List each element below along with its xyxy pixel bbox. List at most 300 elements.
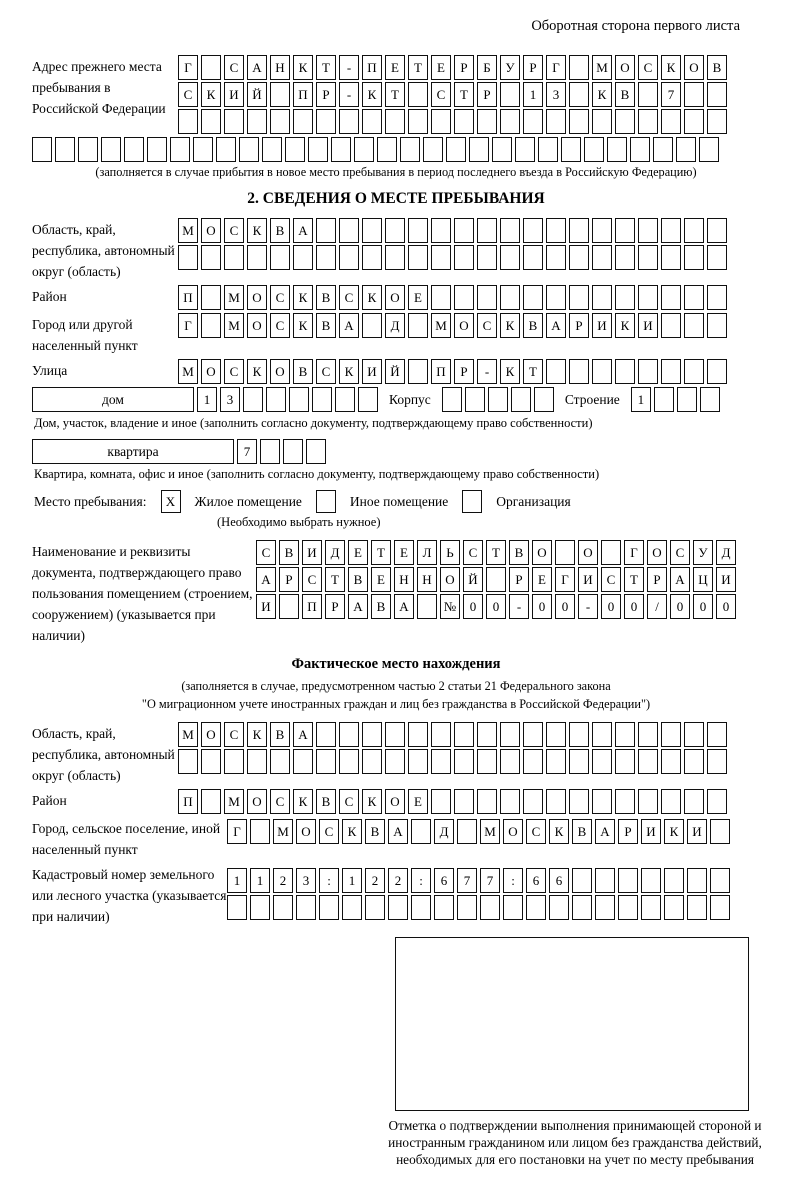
char-cell[interactable] bbox=[534, 387, 554, 412]
char-cell[interactable]: - bbox=[477, 359, 497, 384]
char-cell[interactable] bbox=[454, 789, 474, 814]
char-cell[interactable]: 1 bbox=[197, 387, 217, 412]
char-cell[interactable] bbox=[454, 749, 474, 774]
char-cell[interactable] bbox=[569, 55, 589, 80]
char-cell[interactable]: И bbox=[578, 567, 598, 592]
char-cell[interactable]: С bbox=[463, 540, 483, 565]
char-cell[interactable] bbox=[664, 868, 684, 893]
char-cell[interactable]: Е bbox=[371, 567, 391, 592]
char-cell[interactable]: К bbox=[201, 82, 221, 107]
char-cell[interactable]: 6 bbox=[526, 868, 546, 893]
char-cell[interactable]: А bbox=[394, 594, 414, 619]
char-cell[interactable]: О bbox=[201, 218, 221, 243]
char-cell[interactable]: 2 bbox=[388, 868, 408, 893]
char-cell[interactable] bbox=[417, 594, 437, 619]
char-cell[interactable]: 2 bbox=[273, 868, 293, 893]
char-cell[interactable] bbox=[385, 109, 405, 134]
char-cell[interactable] bbox=[201, 313, 221, 338]
char-cell[interactable] bbox=[362, 749, 382, 774]
char-cell[interactable]: С bbox=[477, 313, 497, 338]
char-cell[interactable]: К bbox=[247, 218, 267, 243]
char-cell[interactable] bbox=[546, 359, 566, 384]
char-cell[interactable]: А bbox=[348, 594, 368, 619]
char-cell[interactable] bbox=[618, 895, 638, 920]
char-cell[interactable]: 3 bbox=[296, 868, 316, 893]
char-cell[interactable] bbox=[592, 722, 612, 747]
char-cell[interactable] bbox=[293, 749, 313, 774]
char-cell[interactable]: Т bbox=[325, 567, 345, 592]
char-cell[interactable]: Р bbox=[569, 313, 589, 338]
char-cell[interactable] bbox=[569, 789, 589, 814]
char-cell[interactable]: У bbox=[500, 55, 520, 80]
doc-row-3[interactable] bbox=[256, 594, 736, 619]
char-cell[interactable] bbox=[661, 218, 681, 243]
char-cell[interactable] bbox=[408, 359, 428, 384]
char-cell[interactable] bbox=[526, 895, 546, 920]
char-cell[interactable]: - bbox=[339, 82, 359, 107]
char-cell[interactable] bbox=[285, 137, 305, 162]
char-cell[interactable]: Е bbox=[385, 55, 405, 80]
char-cell[interactable]: Т bbox=[486, 540, 506, 565]
char-cell[interactable] bbox=[523, 218, 543, 243]
char-cell[interactable] bbox=[454, 245, 474, 270]
char-cell[interactable]: О bbox=[247, 789, 267, 814]
char-cell[interactable] bbox=[569, 109, 589, 134]
kadastr-row-2[interactable] bbox=[227, 895, 730, 920]
char-cell[interactable]: М bbox=[224, 285, 244, 310]
char-cell[interactable]: А bbox=[339, 313, 359, 338]
char-cell[interactable] bbox=[306, 439, 326, 464]
char-cell[interactable]: В bbox=[279, 540, 299, 565]
prev-address-row-2[interactable] bbox=[178, 82, 727, 107]
char-cell[interactable]: Р bbox=[618, 819, 638, 844]
korpus-cells[interactable] bbox=[442, 387, 554, 412]
char-cell[interactable]: 7 bbox=[237, 439, 257, 464]
char-cell[interactable] bbox=[595, 868, 615, 893]
char-cell[interactable] bbox=[546, 245, 566, 270]
char-cell[interactable]: В bbox=[293, 359, 313, 384]
char-cell[interactable] bbox=[243, 387, 263, 412]
char-cell[interactable] bbox=[178, 749, 198, 774]
prev-address-row-4[interactable] bbox=[32, 137, 760, 162]
char-cell[interactable] bbox=[523, 722, 543, 747]
char-cell[interactable] bbox=[592, 218, 612, 243]
char-cell[interactable] bbox=[592, 359, 612, 384]
char-cell[interactable]: 0 bbox=[693, 594, 713, 619]
char-cell[interactable] bbox=[273, 895, 293, 920]
char-cell[interactable]: 3 bbox=[546, 82, 566, 107]
char-cell[interactable] bbox=[638, 749, 658, 774]
char-cell[interactable] bbox=[500, 218, 520, 243]
char-cell[interactable]: А bbox=[670, 567, 690, 592]
char-cell[interactable] bbox=[316, 109, 336, 134]
char-cell[interactable] bbox=[569, 722, 589, 747]
char-cell[interactable] bbox=[431, 285, 451, 310]
char-cell[interactable]: К bbox=[362, 789, 382, 814]
char-cell[interactable] bbox=[638, 82, 658, 107]
char-cell[interactable]: : bbox=[319, 868, 339, 893]
char-cell[interactable] bbox=[592, 749, 612, 774]
char-cell[interactable]: 1 bbox=[250, 868, 270, 893]
char-cell[interactable]: 7 bbox=[661, 82, 681, 107]
char-cell[interactable]: П bbox=[362, 55, 382, 80]
char-cell[interactable]: В bbox=[707, 55, 727, 80]
char-cell[interactable] bbox=[664, 895, 684, 920]
char-cell[interactable] bbox=[193, 137, 213, 162]
char-cell[interactable]: : bbox=[411, 868, 431, 893]
doc-row-1[interactable] bbox=[256, 540, 736, 565]
char-cell[interactable]: К bbox=[293, 55, 313, 80]
char-cell[interactable]: К bbox=[342, 819, 362, 844]
char-cell[interactable] bbox=[408, 218, 428, 243]
char-cell[interactable]: Й bbox=[385, 359, 405, 384]
checkbox-organizatsiya[interactable] bbox=[462, 490, 482, 513]
char-cell[interactable] bbox=[362, 245, 382, 270]
char-cell[interactable]: 0 bbox=[532, 594, 552, 619]
char-cell[interactable]: К bbox=[549, 819, 569, 844]
char-cell[interactable] bbox=[385, 749, 405, 774]
char-cell[interactable] bbox=[316, 749, 336, 774]
char-cell[interactable]: К bbox=[661, 55, 681, 80]
char-cell[interactable] bbox=[500, 82, 520, 107]
char-cell[interactable] bbox=[270, 749, 290, 774]
char-cell[interactable]: О bbox=[615, 55, 635, 80]
char-cell[interactable] bbox=[239, 137, 259, 162]
char-cell[interactable]: И bbox=[638, 313, 658, 338]
prev-address-row-3[interactable] bbox=[178, 109, 727, 134]
char-cell[interactable] bbox=[699, 137, 719, 162]
char-cell[interactable]: С bbox=[224, 218, 244, 243]
char-cell[interactable]: П bbox=[293, 82, 313, 107]
char-cell[interactable] bbox=[358, 387, 378, 412]
char-cell[interactable] bbox=[684, 82, 704, 107]
char-cell[interactable] bbox=[615, 749, 635, 774]
char-cell[interactable] bbox=[227, 895, 247, 920]
char-cell[interactable] bbox=[454, 285, 474, 310]
char-cell[interactable]: П bbox=[178, 789, 198, 814]
char-cell[interactable] bbox=[523, 789, 543, 814]
char-cell[interactable]: К bbox=[362, 285, 382, 310]
char-cell[interactable]: О bbox=[647, 540, 667, 565]
char-cell[interactable] bbox=[638, 285, 658, 310]
char-cell[interactable] bbox=[661, 285, 681, 310]
char-cell[interactable]: 0 bbox=[486, 594, 506, 619]
char-cell[interactable]: - bbox=[509, 594, 529, 619]
char-cell[interactable]: У bbox=[693, 540, 713, 565]
char-cell[interactable] bbox=[595, 895, 615, 920]
char-cell[interactable] bbox=[283, 439, 303, 464]
char-cell[interactable] bbox=[511, 387, 531, 412]
char-cell[interactable] bbox=[279, 594, 299, 619]
char-cell[interactable]: М bbox=[480, 819, 500, 844]
char-cell[interactable]: Т bbox=[316, 55, 336, 80]
char-cell[interactable] bbox=[446, 137, 466, 162]
char-cell[interactable]: Е bbox=[431, 55, 451, 80]
char-cell[interactable] bbox=[684, 789, 704, 814]
char-cell[interactable] bbox=[201, 789, 221, 814]
char-cell[interactable]: К bbox=[592, 82, 612, 107]
char-cell[interactable] bbox=[546, 109, 566, 134]
char-cell[interactable] bbox=[615, 109, 635, 134]
char-cell[interactable] bbox=[653, 137, 673, 162]
char-cell[interactable]: И bbox=[362, 359, 382, 384]
char-cell[interactable] bbox=[342, 895, 362, 920]
char-cell[interactable] bbox=[569, 245, 589, 270]
char-cell[interactable]: О bbox=[385, 285, 405, 310]
char-cell[interactable]: С bbox=[339, 789, 359, 814]
char-cell[interactable]: М bbox=[273, 819, 293, 844]
char-cell[interactable] bbox=[546, 722, 566, 747]
char-cell[interactable]: Н bbox=[270, 55, 290, 80]
char-cell[interactable] bbox=[641, 868, 661, 893]
char-cell[interactable]: Й bbox=[463, 567, 483, 592]
char-cell[interactable]: - bbox=[578, 594, 598, 619]
char-cell[interactable]: Д bbox=[325, 540, 345, 565]
char-cell[interactable] bbox=[431, 218, 451, 243]
char-cell[interactable]: Г bbox=[546, 55, 566, 80]
char-cell[interactable] bbox=[707, 218, 727, 243]
char-cell[interactable] bbox=[661, 245, 681, 270]
char-cell[interactable] bbox=[377, 137, 397, 162]
char-cell[interactable]: К bbox=[500, 359, 520, 384]
char-cell[interactable]: С bbox=[178, 82, 198, 107]
char-cell[interactable] bbox=[247, 109, 267, 134]
char-cell[interactable]: Г bbox=[555, 567, 575, 592]
char-cell[interactable] bbox=[661, 109, 681, 134]
char-cell[interactable] bbox=[503, 895, 523, 920]
char-cell[interactable]: Г bbox=[227, 819, 247, 844]
char-cell[interactable]: С bbox=[270, 789, 290, 814]
char-cell[interactable]: Г bbox=[624, 540, 644, 565]
char-cell[interactable]: С bbox=[270, 285, 290, 310]
char-cell[interactable]: К bbox=[339, 359, 359, 384]
char-cell[interactable] bbox=[250, 895, 270, 920]
char-cell[interactable]: К bbox=[293, 313, 313, 338]
char-cell[interactable] bbox=[638, 359, 658, 384]
char-cell[interactable]: В bbox=[615, 82, 635, 107]
char-cell[interactable] bbox=[362, 722, 382, 747]
char-cell[interactable] bbox=[250, 819, 270, 844]
char-cell[interactable] bbox=[408, 109, 428, 134]
char-cell[interactable] bbox=[469, 137, 489, 162]
char-cell[interactable] bbox=[500, 789, 520, 814]
char-cell[interactable]: 0 bbox=[670, 594, 690, 619]
char-cell[interactable] bbox=[201, 55, 221, 80]
char-cell[interactable] bbox=[592, 109, 612, 134]
char-cell[interactable]: 6 bbox=[434, 868, 454, 893]
char-cell[interactable] bbox=[266, 387, 286, 412]
char-cell[interactable] bbox=[477, 789, 497, 814]
char-cell[interactable]: К bbox=[293, 285, 313, 310]
char-cell[interactable]: А bbox=[293, 722, 313, 747]
char-cell[interactable] bbox=[454, 218, 474, 243]
char-cell[interactable]: Р bbox=[647, 567, 667, 592]
char-cell[interactable] bbox=[592, 285, 612, 310]
char-cell[interactable]: Г bbox=[178, 55, 198, 80]
char-cell[interactable]: Ь bbox=[440, 540, 460, 565]
char-cell[interactable] bbox=[247, 749, 267, 774]
kvartira-box[interactable]: квартира bbox=[32, 439, 234, 464]
char-cell[interactable] bbox=[638, 218, 658, 243]
char-cell[interactable] bbox=[339, 722, 359, 747]
char-cell[interactable] bbox=[572, 868, 592, 893]
char-cell[interactable] bbox=[684, 359, 704, 384]
char-cell[interactable]: В bbox=[316, 285, 336, 310]
char-cell[interactable] bbox=[569, 749, 589, 774]
char-cell[interactable] bbox=[316, 218, 336, 243]
char-cell[interactable] bbox=[684, 285, 704, 310]
char-cell[interactable] bbox=[385, 218, 405, 243]
char-cell[interactable] bbox=[661, 722, 681, 747]
char-cell[interactable] bbox=[618, 868, 638, 893]
char-cell[interactable] bbox=[431, 722, 451, 747]
char-cell[interactable]: Р bbox=[454, 359, 474, 384]
char-cell[interactable]: Е bbox=[532, 567, 552, 592]
char-cell[interactable] bbox=[408, 313, 428, 338]
char-cell[interactable]: В bbox=[371, 594, 391, 619]
s2-oblast-row-1[interactable] bbox=[178, 218, 727, 243]
char-cell[interactable]: Р bbox=[477, 82, 497, 107]
char-cell[interactable] bbox=[707, 109, 727, 134]
s2-ulitsa-row[interactable] bbox=[178, 359, 727, 384]
char-cell[interactable] bbox=[362, 313, 382, 338]
char-cell[interactable] bbox=[434, 895, 454, 920]
char-cell[interactable] bbox=[684, 722, 704, 747]
char-cell[interactable] bbox=[480, 895, 500, 920]
char-cell[interactable] bbox=[710, 868, 730, 893]
char-cell[interactable] bbox=[477, 245, 497, 270]
char-cell[interactable] bbox=[293, 109, 313, 134]
char-cell[interactable] bbox=[687, 895, 707, 920]
char-cell[interactable]: 0 bbox=[716, 594, 736, 619]
char-cell[interactable]: М bbox=[431, 313, 451, 338]
char-cell[interactable] bbox=[78, 137, 98, 162]
char-cell[interactable] bbox=[515, 137, 535, 162]
char-cell[interactable] bbox=[260, 439, 280, 464]
char-cell[interactable] bbox=[354, 137, 374, 162]
char-cell[interactable]: О bbox=[440, 567, 460, 592]
char-cell[interactable]: Е bbox=[408, 789, 428, 814]
char-cell[interactable] bbox=[385, 245, 405, 270]
char-cell[interactable]: С bbox=[316, 359, 336, 384]
char-cell[interactable]: Й bbox=[247, 82, 267, 107]
char-cell[interactable]: С bbox=[319, 819, 339, 844]
char-cell[interactable]: Р bbox=[279, 567, 299, 592]
char-cell[interactable] bbox=[687, 868, 707, 893]
char-cell[interactable]: С bbox=[224, 722, 244, 747]
char-cell[interactable] bbox=[431, 109, 451, 134]
char-cell[interactable] bbox=[615, 285, 635, 310]
char-cell[interactable]: И bbox=[641, 819, 661, 844]
char-cell[interactable] bbox=[339, 218, 359, 243]
char-cell[interactable]: Т bbox=[624, 567, 644, 592]
char-cell[interactable]: П bbox=[302, 594, 322, 619]
char-cell[interactable] bbox=[684, 245, 704, 270]
char-cell[interactable] bbox=[488, 387, 508, 412]
char-cell[interactable]: О bbox=[454, 313, 474, 338]
char-cell[interactable] bbox=[477, 109, 497, 134]
char-cell[interactable] bbox=[707, 789, 727, 814]
char-cell[interactable]: 7 bbox=[457, 868, 477, 893]
char-cell[interactable]: Р bbox=[316, 82, 336, 107]
char-cell[interactable] bbox=[408, 722, 428, 747]
char-cell[interactable]: О bbox=[296, 819, 316, 844]
char-cell[interactable]: - bbox=[339, 55, 359, 80]
char-cell[interactable]: Н bbox=[417, 567, 437, 592]
char-cell[interactable] bbox=[170, 137, 190, 162]
char-cell[interactable]: М bbox=[178, 218, 198, 243]
char-cell[interactable] bbox=[549, 895, 569, 920]
s3-raion-row[interactable] bbox=[178, 789, 727, 814]
char-cell[interactable] bbox=[331, 137, 351, 162]
char-cell[interactable]: К bbox=[247, 722, 267, 747]
char-cell[interactable]: Г bbox=[178, 313, 198, 338]
char-cell[interactable] bbox=[101, 137, 121, 162]
char-cell[interactable]: К bbox=[615, 313, 635, 338]
char-cell[interactable] bbox=[555, 540, 575, 565]
char-cell[interactable] bbox=[538, 137, 558, 162]
char-cell[interactable]: О bbox=[578, 540, 598, 565]
char-cell[interactable] bbox=[707, 359, 727, 384]
char-cell[interactable]: С bbox=[302, 567, 322, 592]
char-cell[interactable]: О bbox=[503, 819, 523, 844]
char-cell[interactable] bbox=[454, 722, 474, 747]
char-cell[interactable] bbox=[500, 749, 520, 774]
char-cell[interactable]: 0 bbox=[555, 594, 575, 619]
char-cell[interactable] bbox=[572, 895, 592, 920]
char-cell[interactable] bbox=[224, 109, 244, 134]
char-cell[interactable] bbox=[569, 218, 589, 243]
char-cell[interactable] bbox=[411, 819, 431, 844]
char-cell[interactable] bbox=[293, 245, 313, 270]
char-cell[interactable] bbox=[677, 387, 697, 412]
char-cell[interactable] bbox=[661, 789, 681, 814]
char-cell[interactable] bbox=[684, 749, 704, 774]
char-cell[interactable]: С bbox=[670, 540, 690, 565]
char-cell[interactable]: В bbox=[523, 313, 543, 338]
char-cell[interactable] bbox=[457, 819, 477, 844]
checkbox-zhiloe[interactable]: X bbox=[161, 490, 181, 513]
char-cell[interactable]: О bbox=[684, 55, 704, 80]
char-cell[interactable] bbox=[477, 722, 497, 747]
char-cell[interactable] bbox=[523, 109, 543, 134]
char-cell[interactable]: В bbox=[270, 218, 290, 243]
char-cell[interactable]: Р bbox=[454, 55, 474, 80]
char-cell[interactable]: 1 bbox=[342, 868, 362, 893]
char-cell[interactable]: А bbox=[293, 218, 313, 243]
char-cell[interactable] bbox=[592, 789, 612, 814]
char-cell[interactable]: Т bbox=[523, 359, 543, 384]
checkbox-inoe[interactable] bbox=[316, 490, 336, 513]
char-cell[interactable] bbox=[312, 387, 332, 412]
char-cell[interactable] bbox=[661, 313, 681, 338]
char-cell[interactable] bbox=[442, 387, 462, 412]
char-cell[interactable] bbox=[500, 285, 520, 310]
char-cell[interactable] bbox=[661, 359, 681, 384]
char-cell[interactable] bbox=[362, 218, 382, 243]
char-cell[interactable]: Т bbox=[371, 540, 391, 565]
char-cell[interactable]: М bbox=[178, 722, 198, 747]
char-cell[interactable] bbox=[615, 245, 635, 270]
char-cell[interactable] bbox=[546, 789, 566, 814]
char-cell[interactable]: К bbox=[500, 313, 520, 338]
char-cell[interactable]: Е bbox=[408, 285, 428, 310]
char-cell[interactable]: Р bbox=[523, 55, 543, 80]
char-cell[interactable] bbox=[569, 82, 589, 107]
char-cell[interactable]: О bbox=[247, 285, 267, 310]
char-cell[interactable]: А bbox=[247, 55, 267, 80]
char-cell[interactable]: В bbox=[316, 313, 336, 338]
